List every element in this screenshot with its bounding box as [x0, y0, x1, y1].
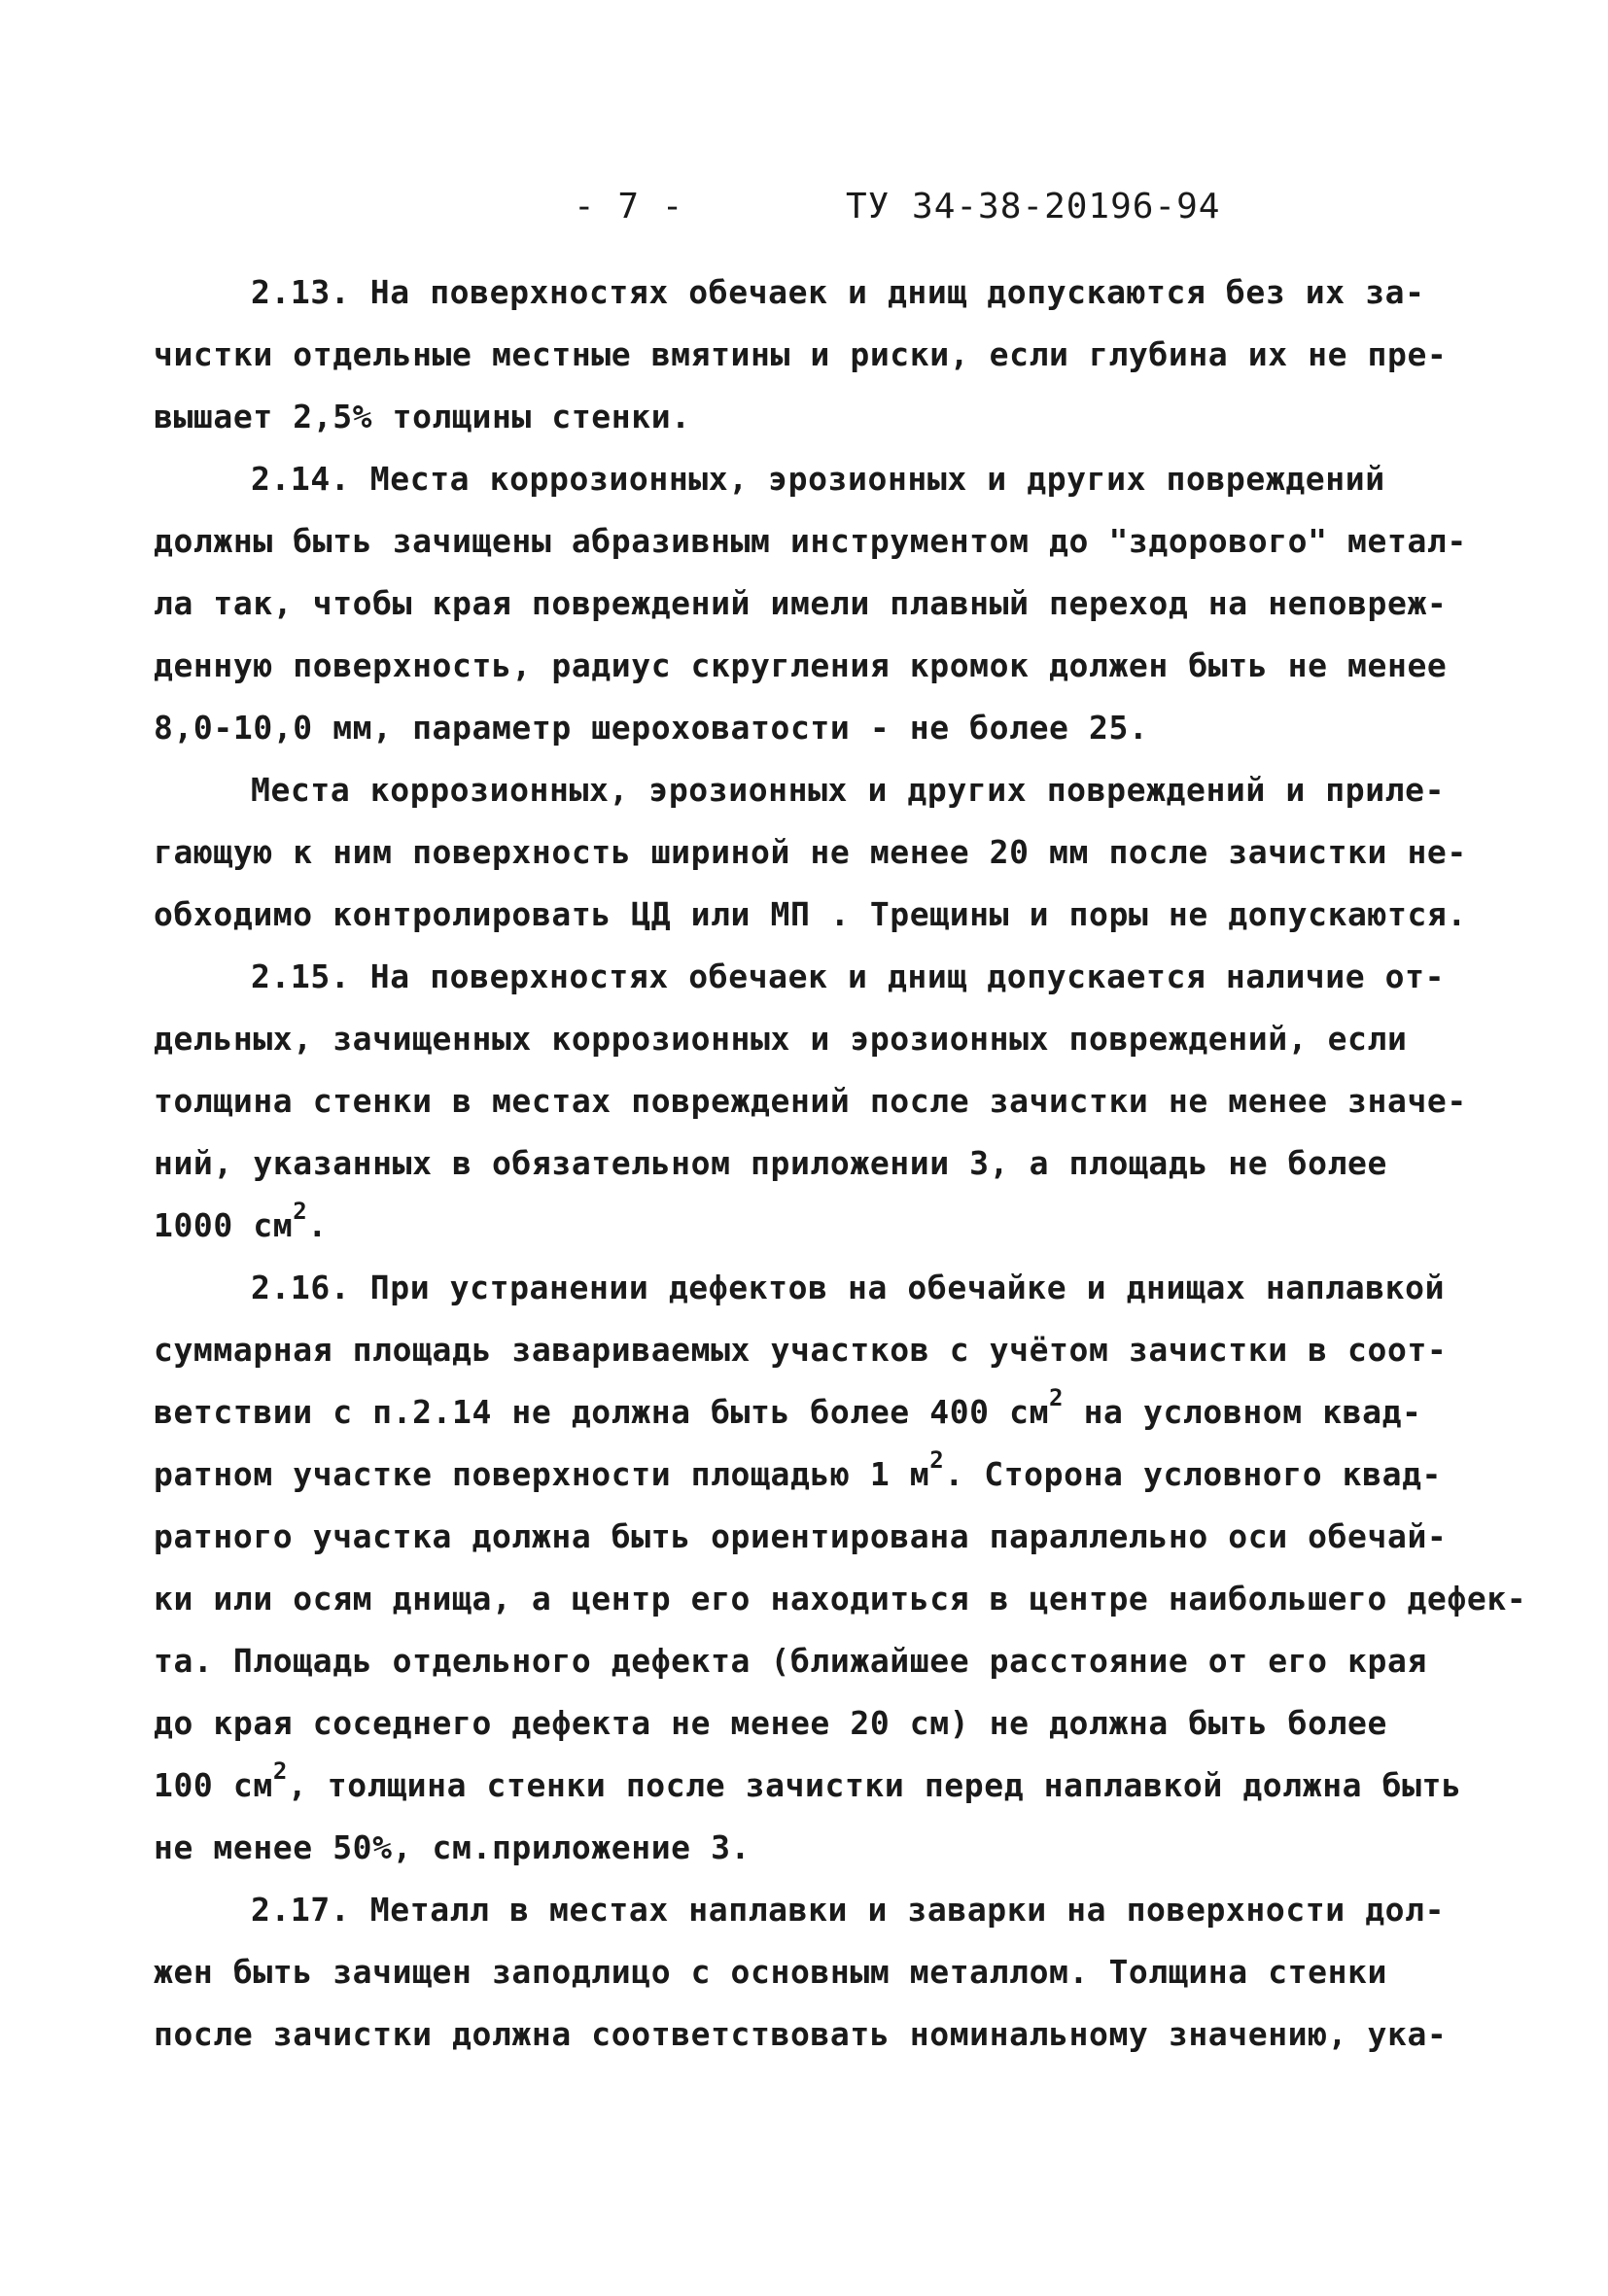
text-line: до края соседнего дефекта не менее 20 см) не должна быть более	[154, 1704, 1387, 1742]
text-line: ки или осям днища, а центр его находиться в центре наибольшего дефек-	[154, 1580, 1527, 1618]
text-line: суммарная площадь завариваемых участков с учётом зачистки в соот-	[154, 1331, 1448, 1369]
text-line: ратного участка должна быть ориентирована параллельно оси обечай-	[154, 1517, 1448, 1555]
text-line: Места коррозионных, эрозионных и других повреждений и приле-	[251, 771, 1446, 809]
text-line: после зачистки должна соответствовать номинальному значению, ука-	[154, 2015, 1448, 2053]
document-number: ТУ 34-38-20196-94	[846, 187, 1221, 226]
text-line: жен быть зачищен заподлицо с основным металлом. Толщина стенки	[154, 1953, 1387, 1991]
text-line: ветствии с п.2.14 не должна быть более 400 $см^2$ на условном квад-	[154, 1384, 1422, 1431]
page-header	[0, 187, 1608, 235]
text-line: 2.16. При устранении дефектов на обечайке и днищах наплавкой	[251, 1269, 1446, 1306]
page-number: - 7 -	[574, 187, 684, 226]
text-line: 2.15. На поверхностях обечаек и днищ допускается наличие от-	[251, 957, 1446, 995]
text-line: 2.14. Места коррозионных, эрозионных и других повреждений	[251, 460, 1385, 498]
text-line: обходимо контролировать ЦД или МП . Трещины и поры не допускаются.	[154, 895, 1467, 933]
text-line: должны быть зачищены абразивным инструментом до "здорового" метал-	[154, 522, 1467, 560]
text-line: денную поверхность, радиус скругления кромок должен быть не менее	[154, 646, 1448, 684]
text-line: чистки отдельные местные вмятины и риски, если глубина их не пре-	[154, 335, 1448, 373]
text-line: ний, указанных в обязательном приложении 3, а площадь не более	[154, 1144, 1387, 1182]
text-line: толщина стенки в местах повреждений после зачистки не менее значе-	[154, 1082, 1467, 1120]
text-line: вышает 2,5% толщины стенки.	[154, 398, 691, 435]
text-line: 100 $см^2$, толщина стенки после зачистки перед наплавкой должна быть	[154, 1757, 1462, 1804]
text-line: не менее 50%, см.приложение 3.	[154, 1828, 752, 1866]
text-line: та. Площадь отдельного дефекта (ближайшее расстояние от его края	[154, 1642, 1427, 1680]
text-line: 2.17. Металл в местах наплавки и заварки на поверхности дол-	[251, 1891, 1446, 1929]
text-line: 2.13. На поверхностях обечаек и днищ допускаются без их за-	[251, 273, 1425, 311]
text-line: ла так, чтобы края повреждений имели плавный переход на неповреж-	[154, 584, 1448, 622]
text-line: 8,0-10,0 мм, параметр шероховатости - не более 25.	[154, 709, 1149, 747]
text-line: гающую к ним поверхность шириной не менее 20 мм после зачистки не-	[154, 833, 1467, 871]
text-line: ратном участке поверхности площадью 1 $м^2$. Сторона условного квад-	[154, 1446, 1443, 1493]
text-line: дельных, зачищенных коррозионных и эрозионных повреждений, если	[154, 1020, 1408, 1058]
text-line: 1000 $см^2$.	[154, 1198, 328, 1244]
